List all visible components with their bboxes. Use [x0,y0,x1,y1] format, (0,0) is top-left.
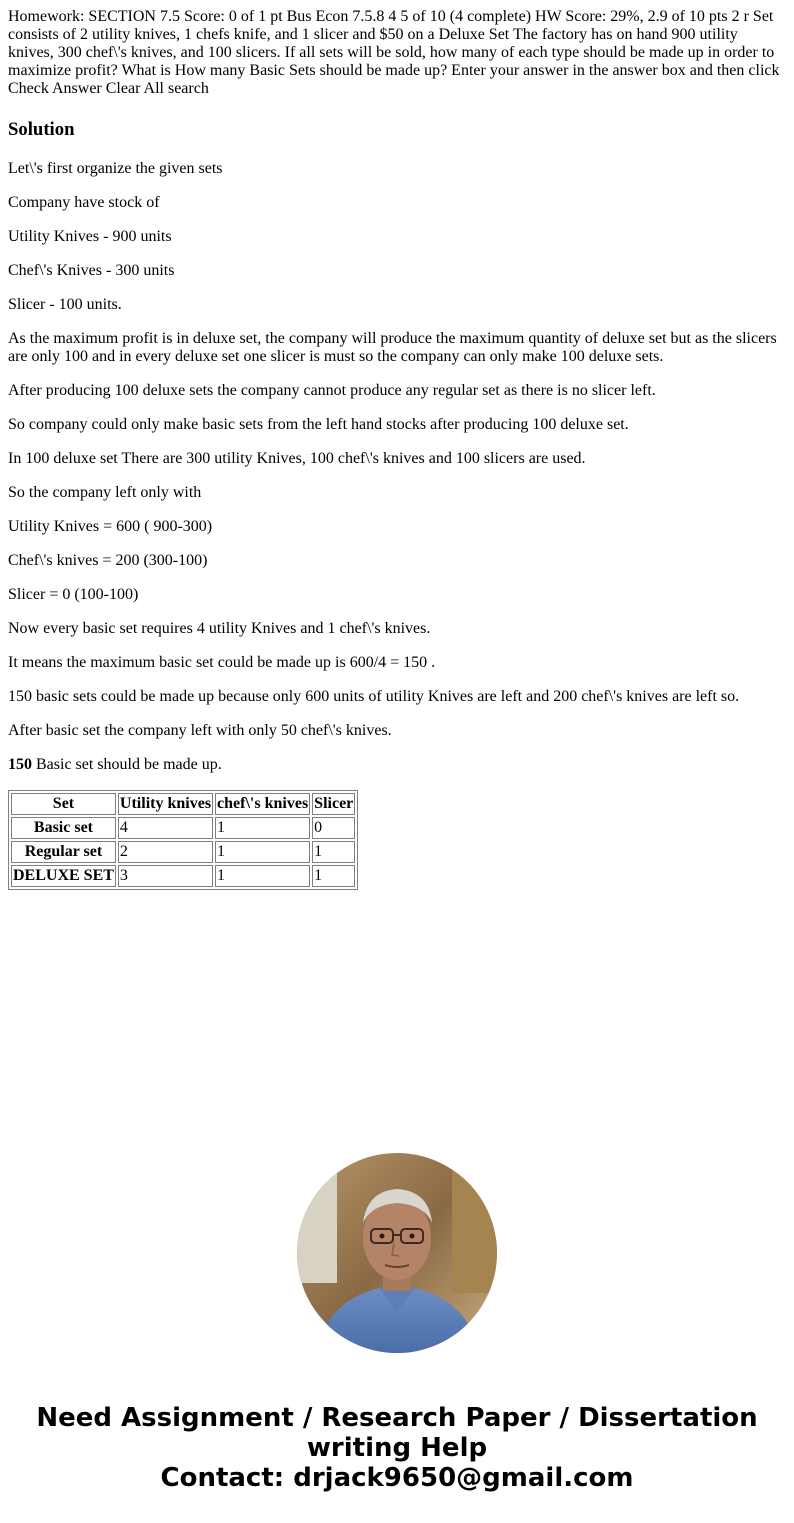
answer-line [8,756,786,774]
promo-banner [0,1403,794,1493]
author-portrait-image [297,1153,497,1353]
table-header-row [11,793,355,815]
promo-line: Need Assignment / Research Paper / Dissertation [36,1403,758,1433]
solution-paragraph: As the maximum profit is in deluxe set, the company will produce the maximum quantity of deluxe set but as the slicers are only 100 and in every deluxe set one slicer is must so the company can only make 100 deluxe sets. [8,330,777,365]
solution-paragraph: It means the maximum basic set could be made up is 600/4 = 150 . [8,654,436,671]
table-header: Set [11,793,116,815]
answer-text: Basic set should be made up. [32,756,222,773]
row-label: Basic set [11,817,116,839]
solution-paragraph: Utility Knives - 900 units [8,228,172,245]
solution-paragraph: 150 basic sets could be made up because only 600 units of utility Knives are left and 200 chef\'s knives are left so. [8,688,740,705]
solution-paragraph: So the company left only with [8,484,202,501]
row-label: Regular set [11,841,116,863]
solution-paragraph: Utility Knives = 600 ( 900-300) [8,518,213,535]
solution-paragraph: In 100 deluxe set There are 300 utility Knives, 100 chef\'s knives and 100 slicers are used. [8,450,586,467]
solution-paragraph: Now every basic set requires 4 utility Knives and 1 chef\'s knives. [8,620,431,637]
table-row [11,865,355,887]
question-text: Homework: SECTION 7.5 Score: 0 of 1 pt Bus Econ 7.5.8 4 5 of 10 (4 complete) HW Score: 29%, 2.9 of 10 pts 2 r Set consists of 2 utility knives, 1 chefs knife, and 1 slicer and $50 on a Deluxe Set The factory has on hand 900 utility knives, 300 chef\'s knives, and 100 slicers. If all sets will be sold, how many of each type should be made up in order to maximize profit? What is How many Basic Sets should be made up? Enter your answer in the answer box and then click Check Answer Clear All search [8,8,780,97]
table-cell: 1 [215,865,310,887]
sets-table [8,790,358,890]
solution-paragraph: So company could only make basic sets from the left hand stocks after producing 100 deluxe set. [8,416,629,433]
solution-paragraph: Slicer = 0 (100-100) [8,586,139,603]
table-cell: 1 [215,841,310,863]
solution-paragraph: After basic set the company left with only 50 chef\'s knives. [8,722,392,739]
table-cell: 1 [312,841,355,863]
table-cell: 2 [118,841,213,863]
table-row [11,841,355,863]
table-cell: 4 [118,817,213,839]
table-cell: 0 [312,817,355,839]
solution-paragraph: Let\'s first organize the given sets [8,160,223,177]
answer-value: 150 [8,756,32,773]
author-avatar [297,1153,497,1353]
promo-contact: Contact: drjack9650@gmail.com [160,1463,634,1493]
solution-paragraph: Company have stock of [8,194,160,211]
table-header: chef\'s knives [215,793,310,815]
table-row [11,817,355,839]
promo-line: writing Help [306,1433,488,1463]
solution-heading: Solution [8,119,75,140]
table-cell: 1 [215,817,310,839]
table-cell: 1 [312,865,355,887]
page-content [8,8,786,890]
table-header: Utility knives [118,793,213,815]
solution-paragraph: Chef\'s Knives - 300 units [8,262,175,279]
table-header: Slicer [312,793,355,815]
row-label: DELUXE SET [11,865,116,887]
solution-paragraph: After producing 100 deluxe sets the company cannot produce any regular set as there is no slicer left. [8,382,656,399]
table-cell: 3 [118,865,213,887]
solution-paragraph: Chef\'s knives = 200 (300-100) [8,552,208,569]
solution-paragraph: Slicer - 100 units. [8,296,122,313]
